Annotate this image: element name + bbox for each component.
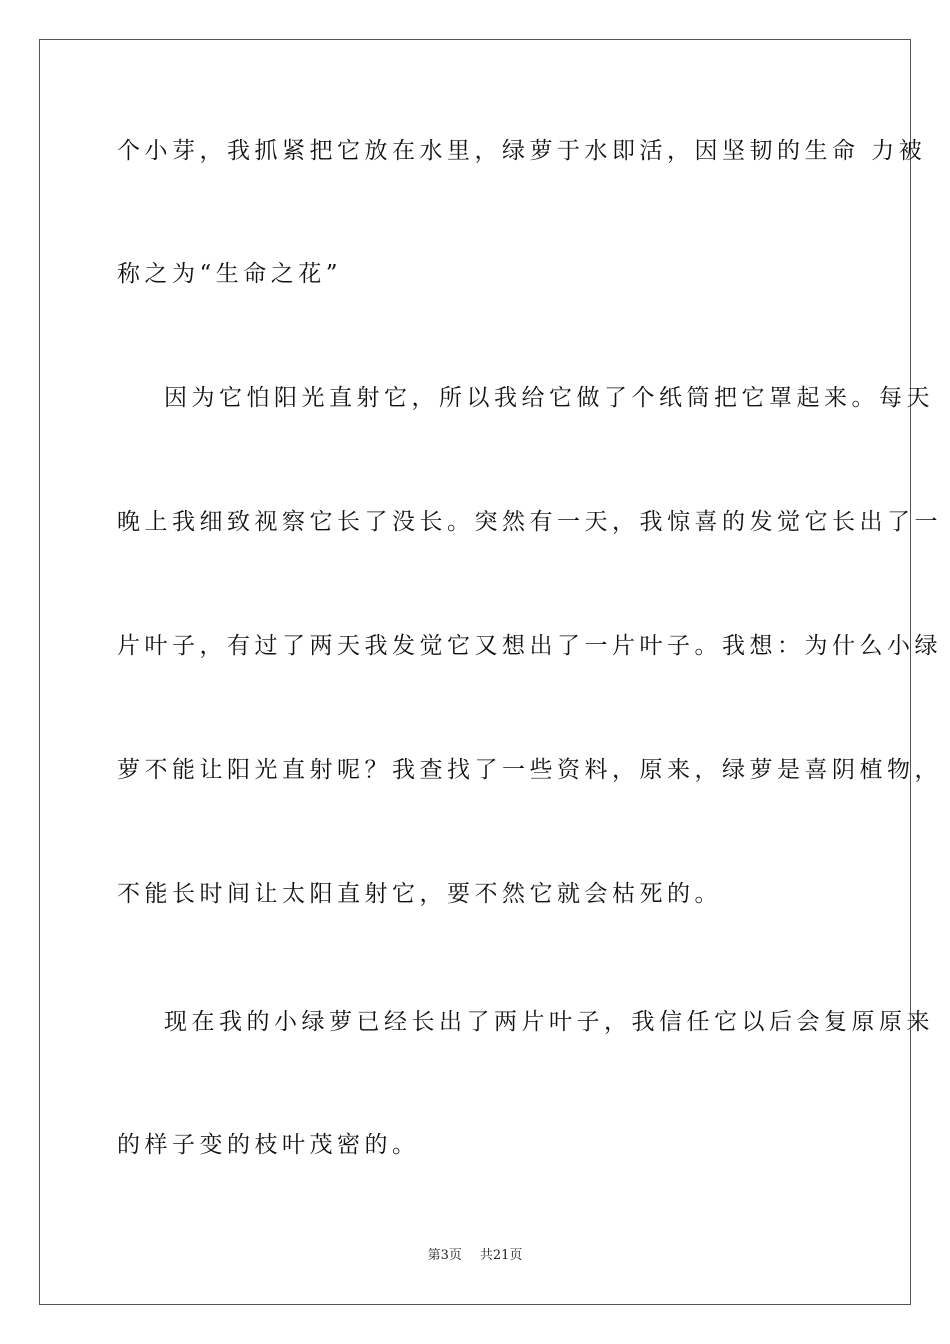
text-line-2: 称之为“生命之花” bbox=[117, 261, 343, 287]
page-number: 第3页 bbox=[427, 1248, 462, 1263]
text-line-7: 不能长时间让太阳直射它，要不然它就会枯死的。 bbox=[117, 881, 722, 907]
text-line-4: 晚上我细致视察它长了没长。突然有一天，我惊喜的发觉它长出了一 bbox=[117, 509, 942, 535]
page-border bbox=[39, 39, 942, 1305]
text-line-6: 萝不能让阳光直射呢？我查找了一些资料，原来，绿萝是喜阴植物， bbox=[117, 757, 942, 783]
text-line-1: 个小芽，我抓紧把它放在水里，绿萝于水即活，因坚韧的生命 力被 bbox=[117, 138, 927, 164]
text-line-3-paragraph-start: 因为它怕阳光直射它，所以我给它做了个纸筒把它罩起来。每天 bbox=[164, 385, 934, 411]
text-line-8-paragraph-start: 现在我的小绿萝已经长出了两片叶子，我信任它以后会复原原来 bbox=[164, 1009, 934, 1035]
text-line-9: 的样子变的枝叶茂密的。 bbox=[117, 1132, 420, 1158]
text-line-5: 片叶子，有过了两天我发觉它又想出了一片叶子。我想：为什么小绿 bbox=[117, 633, 942, 659]
page-footer bbox=[0, 1248, 950, 1264]
page-total: 共21页 bbox=[479, 1248, 523, 1263]
